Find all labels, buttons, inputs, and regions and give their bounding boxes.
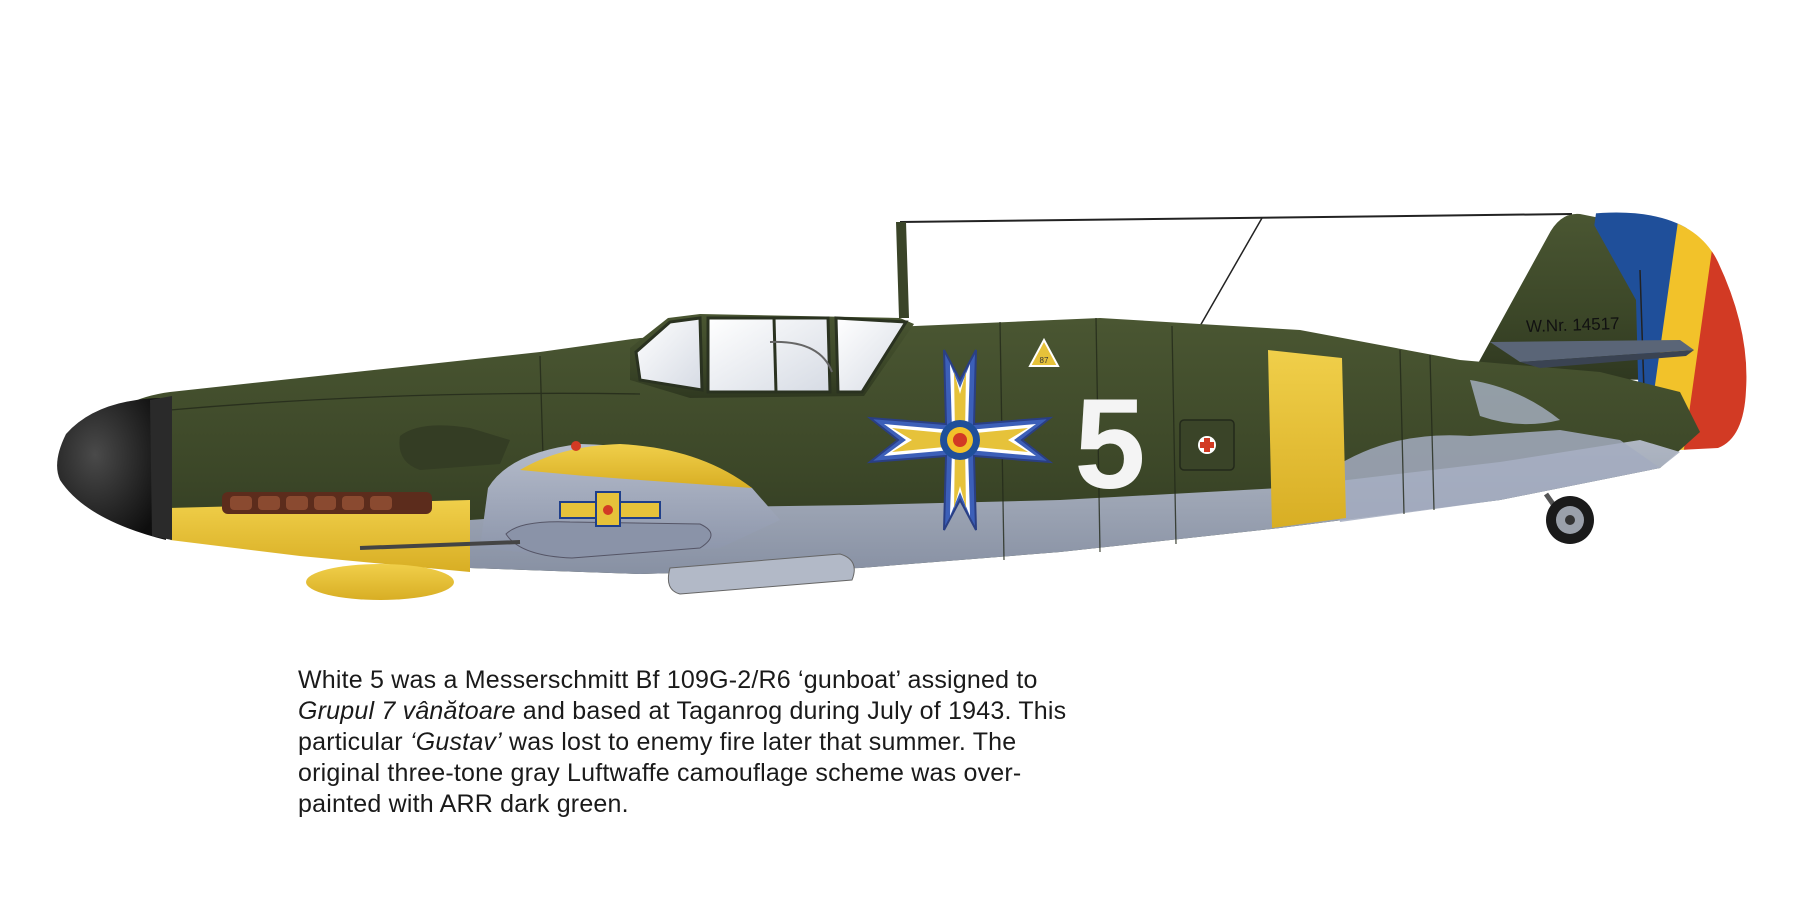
caption-line-3-start: particular <box>298 728 410 756</box>
tail-wheel <box>1546 494 1594 544</box>
werknummer-label: W.Nr. 14517 <box>1525 313 1620 337</box>
spinner-icon <box>57 396 172 540</box>
caption-unit-name: Grupul 7 vânătoare <box>298 697 516 725</box>
engine-cowling-yellow <box>168 500 470 600</box>
caption-line-2-rest: and based at Taganrog during July of 1943. This <box>515 697 1067 725</box>
caption <box>298 665 1278 820</box>
yellow-fuselage-band <box>1268 350 1346 528</box>
caption-line-2 <box>298 696 1278 727</box>
caption-line-1: White 5 was a Messerschmitt Bf 109G-2/R6 ‘gunboat’ assigned to <box>298 666 1038 694</box>
fuselage-number: 5 <box>1074 373 1146 516</box>
first-aid-hatch-icon <box>1180 420 1234 470</box>
caption-line-3 <box>298 727 1278 758</box>
exhaust-stacks <box>222 492 432 514</box>
caption-gustav: ‘Gustav’ <box>409 728 502 756</box>
fuel-filler-marker <box>571 441 581 451</box>
caption-line-4: original three-tone gray Luftwaffe camouflage scheme was over- <box>298 759 1022 787</box>
caption-line-5: painted with ARR dark green. <box>298 790 629 818</box>
svg-text:87: 87 <box>1039 356 1049 365</box>
antenna-wire <box>896 214 1572 340</box>
caption-line-3-rest: was lost to enemy fire later that summer. The <box>501 728 1017 756</box>
